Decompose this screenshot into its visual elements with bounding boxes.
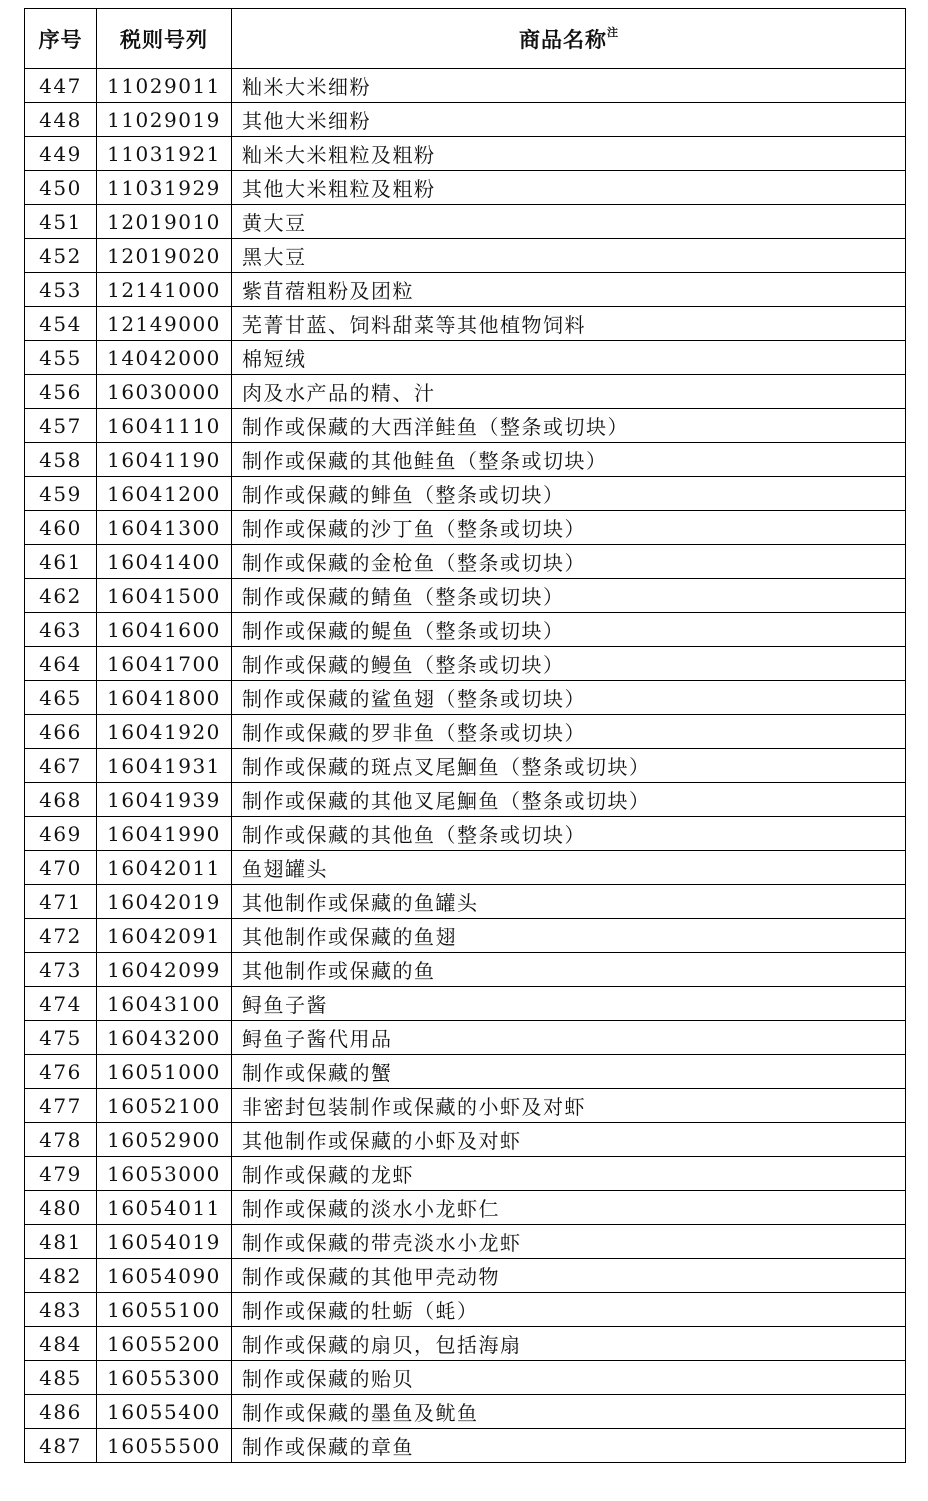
cell-serial-number: 476 — [25, 1055, 97, 1089]
cell-tariff-code: 16041931 — [97, 749, 232, 783]
cell-product-name: 制作或保藏的金枪鱼（整条或切块） — [232, 545, 906, 579]
header-product-name — [232, 9, 906, 69]
table-row — [25, 1327, 906, 1361]
cell-serial-number: 454 — [25, 307, 97, 341]
cell-serial-number: 482 — [25, 1259, 97, 1293]
cell-serial-number: 459 — [25, 477, 97, 511]
cell-serial-number: 478 — [25, 1123, 97, 1157]
cell-serial-number: 457 — [25, 409, 97, 443]
cell-product-name: 棉短绒 — [232, 341, 906, 375]
cell-serial-number: 467 — [25, 749, 97, 783]
table-row — [25, 307, 906, 341]
table-row — [25, 1123, 906, 1157]
table-row — [25, 409, 906, 443]
table-row — [25, 1361, 906, 1395]
cell-serial-number: 481 — [25, 1225, 97, 1259]
cell-serial-number: 473 — [25, 953, 97, 987]
cell-serial-number: 471 — [25, 885, 97, 919]
table-row — [25, 273, 906, 307]
cell-tariff-code: 16041300 — [97, 511, 232, 545]
cell-product-name: 籼米大米细粉 — [232, 69, 906, 103]
cell-product-name: 制作或保藏的墨鱼及鱿鱼 — [232, 1395, 906, 1429]
cell-product-name: 制作或保藏的鳀鱼（整条或切块） — [232, 613, 906, 647]
cell-tariff-code: 11031929 — [97, 171, 232, 205]
cell-product-name: 非密封包装制作或保藏的小虾及对虾 — [232, 1089, 906, 1123]
cell-product-name: 其他大米细粉 — [232, 103, 906, 137]
cell-tariff-code: 16041200 — [97, 477, 232, 511]
cell-tariff-code: 16052100 — [97, 1089, 232, 1123]
cell-tariff-code: 16041800 — [97, 681, 232, 715]
cell-serial-number: 458 — [25, 443, 97, 477]
table-row — [25, 205, 906, 239]
table-row — [25, 1259, 906, 1293]
table-row — [25, 443, 906, 477]
cell-serial-number: 451 — [25, 205, 97, 239]
table-row — [25, 1225, 906, 1259]
cell-serial-number: 464 — [25, 647, 97, 681]
cell-tariff-code: 16041110 — [97, 409, 232, 443]
table-row — [25, 545, 906, 579]
cell-tariff-code: 16055400 — [97, 1395, 232, 1429]
cell-serial-number: 477 — [25, 1089, 97, 1123]
cell-tariff-code: 16042019 — [97, 885, 232, 919]
cell-product-name: 紫苜蓿粗粉及团粒 — [232, 273, 906, 307]
table-row — [25, 749, 906, 783]
cell-serial-number: 453 — [25, 273, 97, 307]
cell-tariff-code: 16030000 — [97, 375, 232, 409]
cell-serial-number: 486 — [25, 1395, 97, 1429]
cell-tariff-code: 16054090 — [97, 1259, 232, 1293]
table-row — [25, 137, 906, 171]
cell-tariff-code: 16053000 — [97, 1157, 232, 1191]
table-row — [25, 987, 906, 1021]
cell-tariff-code: 11029011 — [97, 69, 232, 103]
cell-tariff-code: 11031921 — [97, 137, 232, 171]
cell-product-name: 制作或保藏的淡水小龙虾仁 — [232, 1191, 906, 1225]
table-row — [25, 1157, 906, 1191]
table-row — [25, 1021, 906, 1055]
table-body — [25, 69, 906, 1463]
header-row — [25, 9, 906, 69]
cell-serial-number: 460 — [25, 511, 97, 545]
table-row — [25, 783, 906, 817]
cell-serial-number: 465 — [25, 681, 97, 715]
cell-product-name: 其他制作或保藏的鱼翅 — [232, 919, 906, 953]
cell-tariff-code: 16042099 — [97, 953, 232, 987]
cell-tariff-code: 16041990 — [97, 817, 232, 851]
header-note-mark: 注 — [607, 25, 618, 39]
cell-product-name: 制作或保藏的斑点叉尾鮰鱼（整条或切块） — [232, 749, 906, 783]
table-row — [25, 69, 906, 103]
cell-product-name: 制作或保藏的扇贝，包括海扇 — [232, 1327, 906, 1361]
cell-product-name: 鱼翅罐头 — [232, 851, 906, 885]
cell-tariff-code: 16051000 — [97, 1055, 232, 1089]
cell-tariff-code: 16043200 — [97, 1021, 232, 1055]
cell-product-name: 制作或保藏的贻贝 — [232, 1361, 906, 1395]
cell-tariff-code: 16041190 — [97, 443, 232, 477]
cell-tariff-code: 11029019 — [97, 103, 232, 137]
cell-tariff-code: 16054019 — [97, 1225, 232, 1259]
cell-serial-number: 452 — [25, 239, 97, 273]
cell-serial-number: 484 — [25, 1327, 97, 1361]
table-row — [25, 1191, 906, 1225]
cell-serial-number: 462 — [25, 579, 97, 613]
table-row — [25, 647, 906, 681]
table-row — [25, 715, 906, 749]
table-row — [25, 613, 906, 647]
table-row — [25, 579, 906, 613]
cell-tariff-code: 16041700 — [97, 647, 232, 681]
cell-tariff-code: 16055200 — [97, 1327, 232, 1361]
cell-product-name: 制作或保藏的鲱鱼（整条或切块） — [232, 477, 906, 511]
cell-product-name: 制作或保藏的其他鲑鱼（整条或切块） — [232, 443, 906, 477]
cell-serial-number: 480 — [25, 1191, 97, 1225]
cell-tariff-code: 16055500 — [97, 1429, 232, 1463]
cell-serial-number: 456 — [25, 375, 97, 409]
cell-tariff-code: 16043100 — [97, 987, 232, 1021]
cell-serial-number: 466 — [25, 715, 97, 749]
table-row — [25, 953, 906, 987]
cell-product-name: 制作或保藏的带壳淡水小龙虾 — [232, 1225, 906, 1259]
cell-product-name: 其他制作或保藏的鱼 — [232, 953, 906, 987]
cell-tariff-code: 16041939 — [97, 783, 232, 817]
cell-tariff-code: 16055300 — [97, 1361, 232, 1395]
cell-serial-number: 487 — [25, 1429, 97, 1463]
cell-product-name: 制作或保藏的其他甲壳动物 — [232, 1259, 906, 1293]
header-product-name-label: 商品名称 — [519, 27, 607, 52]
cell-tariff-code: 16052900 — [97, 1123, 232, 1157]
cell-serial-number: 483 — [25, 1293, 97, 1327]
cell-product-name: 籼米大米粗粒及粗粉 — [232, 137, 906, 171]
cell-product-name: 鲟鱼子酱代用品 — [232, 1021, 906, 1055]
header-tariff-code: 税则号列 — [97, 9, 232, 69]
table-row — [25, 1429, 906, 1463]
cell-tariff-code: 12019020 — [97, 239, 232, 273]
table-row — [25, 511, 906, 545]
table-row — [25, 1395, 906, 1429]
table-row — [25, 1055, 906, 1089]
cell-tariff-code: 14042000 — [97, 341, 232, 375]
cell-product-name: 制作或保藏的鲭鱼（整条或切块） — [232, 579, 906, 613]
cell-tariff-code: 16041920 — [97, 715, 232, 749]
commodity-table — [24, 8, 906, 1463]
cell-tariff-code: 16041400 — [97, 545, 232, 579]
cell-serial-number: 447 — [25, 69, 97, 103]
cell-product-name: 其他大米粗粒及粗粉 — [232, 171, 906, 205]
cell-product-name: 制作或保藏的其他叉尾鮰鱼（整条或切块） — [232, 783, 906, 817]
cell-tariff-code: 16042011 — [97, 851, 232, 885]
cell-tariff-code: 12141000 — [97, 273, 232, 307]
cell-product-name: 芜菁甘蓝、饲料甜菜等其他植物饲料 — [232, 307, 906, 341]
cell-product-name: 制作或保藏的罗非鱼（整条或切块） — [232, 715, 906, 749]
table-row — [25, 171, 906, 205]
cell-serial-number: 468 — [25, 783, 97, 817]
table-row — [25, 817, 906, 851]
table-row — [25, 103, 906, 137]
cell-product-name: 黑大豆 — [232, 239, 906, 273]
cell-product-name: 制作或保藏的牡蛎（蚝） — [232, 1293, 906, 1327]
cell-tariff-code: 16042091 — [97, 919, 232, 953]
cell-serial-number: 461 — [25, 545, 97, 579]
table-row — [25, 1293, 906, 1327]
cell-serial-number: 449 — [25, 137, 97, 171]
table-header — [25, 9, 906, 69]
cell-serial-number: 479 — [25, 1157, 97, 1191]
cell-tariff-code: 12149000 — [97, 307, 232, 341]
table-row — [25, 239, 906, 273]
cell-product-name: 制作或保藏的大西洋鲑鱼（整条或切块） — [232, 409, 906, 443]
cell-tariff-code: 16054011 — [97, 1191, 232, 1225]
cell-serial-number: 450 — [25, 171, 97, 205]
table-row — [25, 375, 906, 409]
cell-serial-number: 472 — [25, 919, 97, 953]
cell-tariff-code: 16055100 — [97, 1293, 232, 1327]
cell-product-name: 制作或保藏的沙丁鱼（整条或切块） — [232, 511, 906, 545]
cell-product-name: 制作或保藏的鳗鱼（整条或切块） — [232, 647, 906, 681]
cell-product-name: 制作或保藏的蟹 — [232, 1055, 906, 1089]
cell-serial-number: 470 — [25, 851, 97, 885]
cell-tariff-code: 16041500 — [97, 579, 232, 613]
cell-product-name: 肉及水产品的精、汁 — [232, 375, 906, 409]
cell-product-name: 黄大豆 — [232, 205, 906, 239]
table-row — [25, 341, 906, 375]
table-row — [25, 477, 906, 511]
cell-product-name: 制作或保藏的龙虾 — [232, 1157, 906, 1191]
cell-product-name: 制作或保藏的鲨鱼翅（整条或切块） — [232, 681, 906, 715]
table-row — [25, 1089, 906, 1123]
cell-tariff-code: 16041600 — [97, 613, 232, 647]
table-row — [25, 919, 906, 953]
cell-serial-number: 469 — [25, 817, 97, 851]
cell-tariff-code: 12019010 — [97, 205, 232, 239]
table-row — [25, 851, 906, 885]
header-serial-number: 序号 — [25, 9, 97, 69]
cell-product-name: 其他制作或保藏的鱼罐头 — [232, 885, 906, 919]
cell-serial-number: 485 — [25, 1361, 97, 1395]
cell-product-name: 鲟鱼子酱 — [232, 987, 906, 1021]
table-row — [25, 681, 906, 715]
cell-serial-number: 475 — [25, 1021, 97, 1055]
table-row — [25, 885, 906, 919]
cell-product-name: 制作或保藏的章鱼 — [232, 1429, 906, 1463]
cell-serial-number: 448 — [25, 103, 97, 137]
cell-product-name: 其他制作或保藏的小虾及对虾 — [232, 1123, 906, 1157]
cell-product-name: 制作或保藏的其他鱼（整条或切块） — [232, 817, 906, 851]
cell-serial-number: 474 — [25, 987, 97, 1021]
cell-serial-number: 463 — [25, 613, 97, 647]
cell-serial-number: 455 — [25, 341, 97, 375]
